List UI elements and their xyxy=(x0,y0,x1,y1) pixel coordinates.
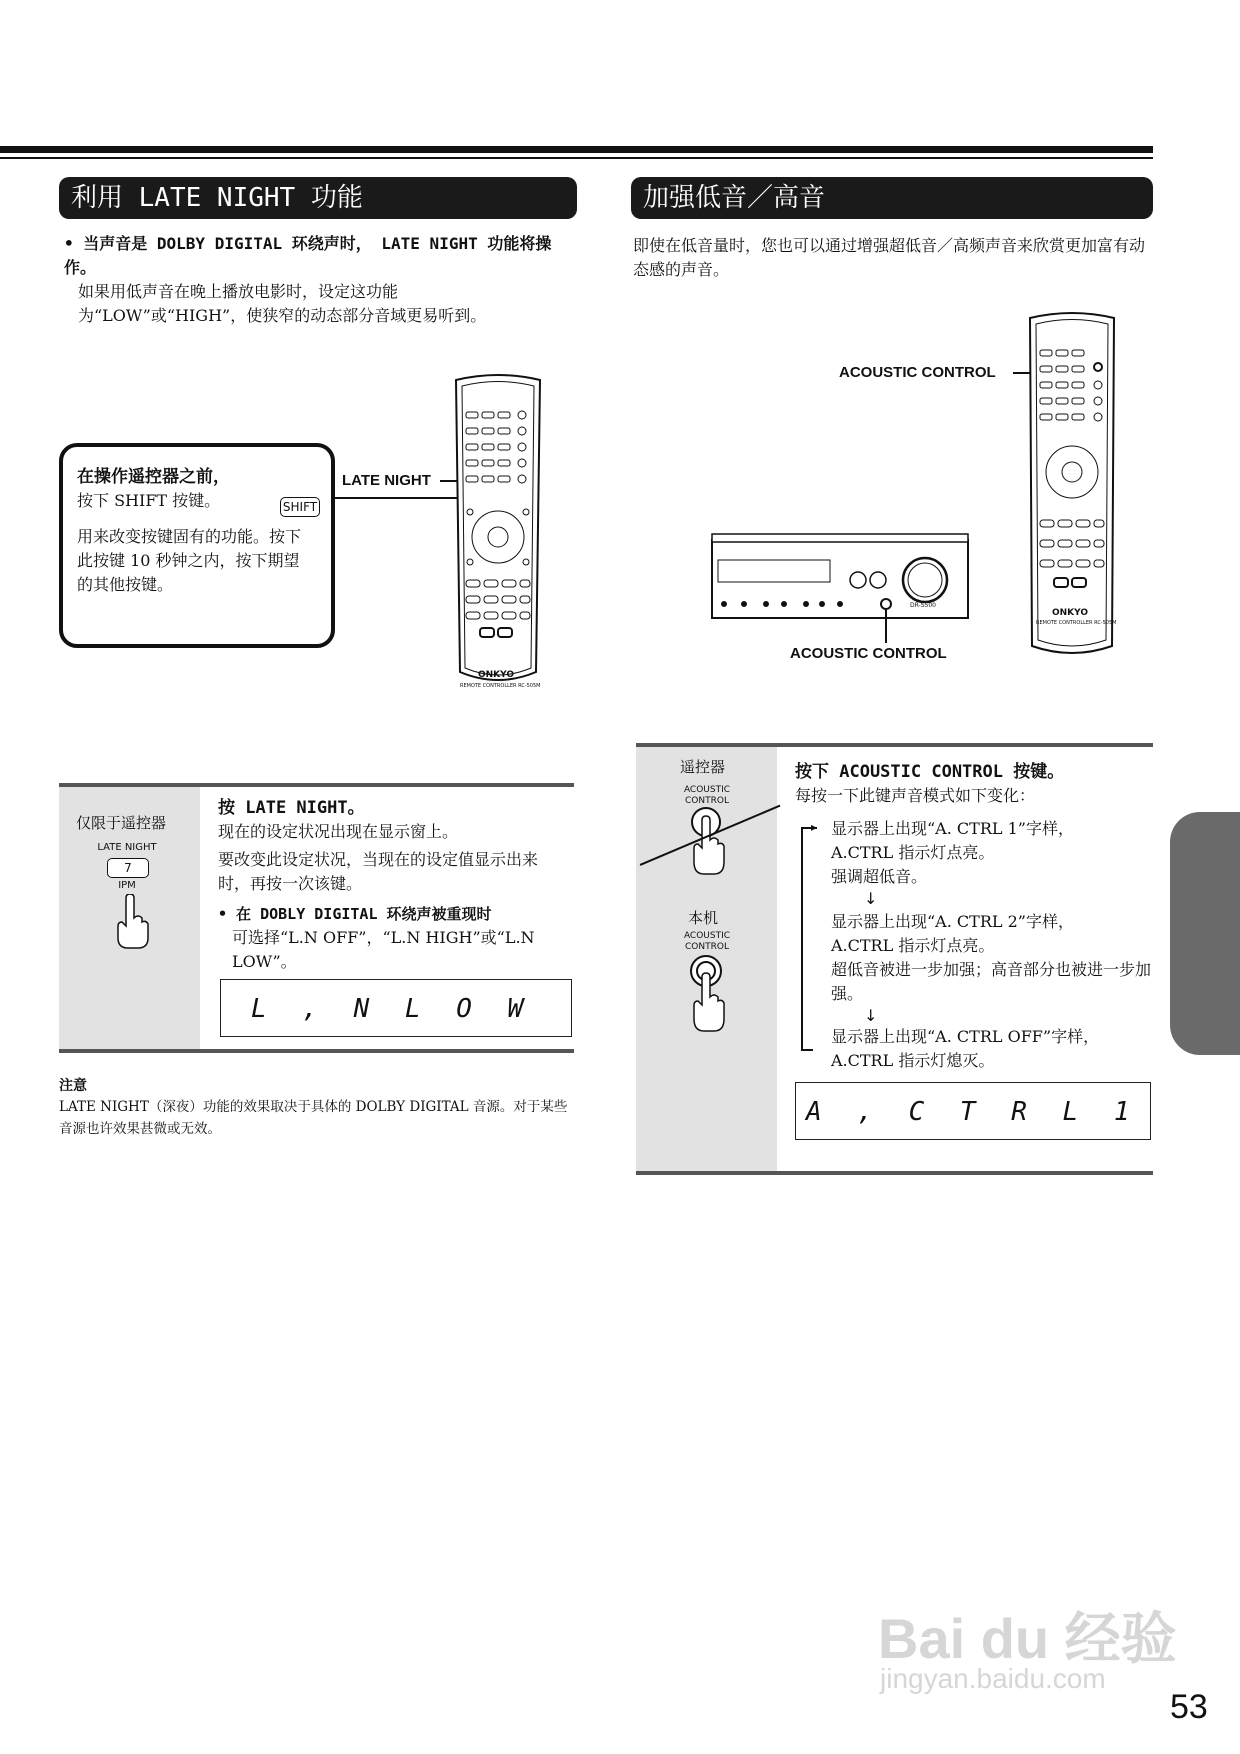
display-window-acoustic: A , C T R L 1 xyxy=(795,1082,1151,1140)
cycle-1-line2: A.CTRL 指示灯点亮。 xyxy=(831,843,995,862)
cycle-item-2 xyxy=(831,910,1156,1006)
step2-bottom-rule xyxy=(636,1171,1153,1175)
section-title-late-night: 利用 LATE NIGHT 功能 xyxy=(59,177,577,219)
watermark-url: jingyan.baidu.com xyxy=(880,1663,1106,1694)
callout-line-unit xyxy=(885,609,887,643)
cycle-down-arrow-1: ↓ xyxy=(864,889,878,908)
main-unit-illustration xyxy=(710,532,970,624)
step-line2: 要改变此设定状况，当现在的设定值显示出来时，再按一次该键。 xyxy=(218,850,539,893)
cycle-item-1 xyxy=(831,817,1151,889)
cycle-bracket-bottom xyxy=(801,1049,813,1051)
cycle-item-3 xyxy=(831,1025,1151,1073)
remote-model: REMOTE CONTROLLER RC-505M xyxy=(460,683,541,689)
bubble-body: 用来改变按键固有的功能。按下此按键 10 秒钟之内，按下期望的其他按键。 xyxy=(77,527,302,594)
step-sub-body: 可选择“L.N OFF”，“L.N HIGH”或“L.N LOW”。 xyxy=(232,928,535,971)
cycle-1-line3: 强调超低音。 xyxy=(831,867,928,886)
step2-heading: 按下 ACOUSTIC CONTROL 按键。 xyxy=(795,762,1065,782)
panel-remote-label: 遥控器 xyxy=(680,758,726,776)
cycle-2-line1: 显示器上出现“A. CTRL 2”字样， xyxy=(831,912,1074,931)
cycle-2-line3: 超低音被进一步加强；高音部分也被进一步加强。 xyxy=(831,960,1152,1003)
late-night-key-top: LATE NIGHT xyxy=(97,842,157,853)
cycle-1-line1: 显示器上出现“A. CTRL 1”字样， xyxy=(831,819,1074,838)
bubble-heading: 在操作遥控器之前， xyxy=(77,467,230,487)
remote-only-label: 仅限于遥控器 xyxy=(76,814,167,832)
top-rule-thin xyxy=(0,157,1153,159)
step-heading-late-night: 按 LATE NIGHT。 xyxy=(218,798,365,818)
acoustic-control-callout-remote: ACOUSTIC CONTROL xyxy=(839,364,996,381)
late-night-key: 7 xyxy=(107,858,149,878)
step-sub-heading: • 在 DOBLY DIGITAL 环绕声被重现时 xyxy=(218,905,492,923)
remote-brand-right: ONKYO xyxy=(1052,608,1089,618)
display-window-late-night: L , N L O W xyxy=(220,979,572,1037)
step-bottom-rule xyxy=(59,1049,574,1053)
step-line1: 现在的设定状况出现在显示窗上。 xyxy=(218,822,459,841)
late-night-key-bottom: IPM xyxy=(118,880,136,891)
bullet-body: 如果用低声音在晚上播放电影时，设定这功能为“LOW”或“HIGH”，使狭窄的动态部分音域更易听到。 xyxy=(78,282,487,325)
shift-info-bubble xyxy=(59,443,335,648)
cycle-down-arrow-2: ↓ xyxy=(864,1006,878,1025)
bubble-line1: 按下 SHIFT 按键。 xyxy=(77,491,221,510)
acoustic-control-callout-unit: ACOUSTIC CONTROL xyxy=(790,645,947,662)
step2-line1: 每按一下此键声音模式如下变化： xyxy=(795,786,1036,805)
unit-model: DR-S500 xyxy=(910,602,936,609)
cycle-3-line1: 显示器上出现“A. CTRL OFF”字样， xyxy=(831,1027,1100,1046)
pointing-hand-icon xyxy=(112,894,152,950)
late-night-callout: LATE NIGHT xyxy=(342,472,431,489)
acoustic-key-remote-label: ACOUSTIC CONTROL xyxy=(683,785,731,806)
watermark-logo: Bai du 经验 xyxy=(878,1607,1177,1670)
chapter-thumb-tab xyxy=(1170,812,1240,1055)
note-title: 注意 xyxy=(59,1078,87,1094)
remote-brand: ONKYO xyxy=(478,670,515,680)
page-number: 53 xyxy=(1170,1688,1208,1726)
top-rule xyxy=(0,146,1153,153)
unit-button-press-icon xyxy=(684,953,734,1035)
cycle-3-line2: A.CTRL 指示灯熄灭。 xyxy=(831,1051,995,1070)
bullet-heading: • 当声音是 DOLBY DIGITAL 环绕声时， LATE NIGHT 功能将操作。 xyxy=(64,234,552,277)
acoustic-key-unit-label: ACOUSTIC CONTROL xyxy=(683,931,731,952)
cycle-bracket xyxy=(801,827,803,1049)
callout-line xyxy=(335,497,460,499)
panel-unit-label: 本机 xyxy=(688,909,719,927)
intro-text: 即使在低音量时，您也可以通过增强超低音／高频声音来欣赏更加富有动态感的声音。 xyxy=(633,236,1146,279)
shift-key: SHIFT xyxy=(280,497,320,517)
remote-model-right: REMOTE CONTROLLER RC-505M xyxy=(1036,620,1117,626)
note-body: LATE NIGHT（深夜）功能的效果取决于具体的 DOLBY DIGITAL 音源。对于某些音源也许效果甚微或无效。 xyxy=(59,1099,568,1137)
cycle-2-line2: A.CTRL 指示灯点亮。 xyxy=(831,936,995,955)
section-title-bass-treble: 加强低音／高音 xyxy=(631,177,1153,219)
cycle-arrow-head: ▸ xyxy=(811,820,818,834)
